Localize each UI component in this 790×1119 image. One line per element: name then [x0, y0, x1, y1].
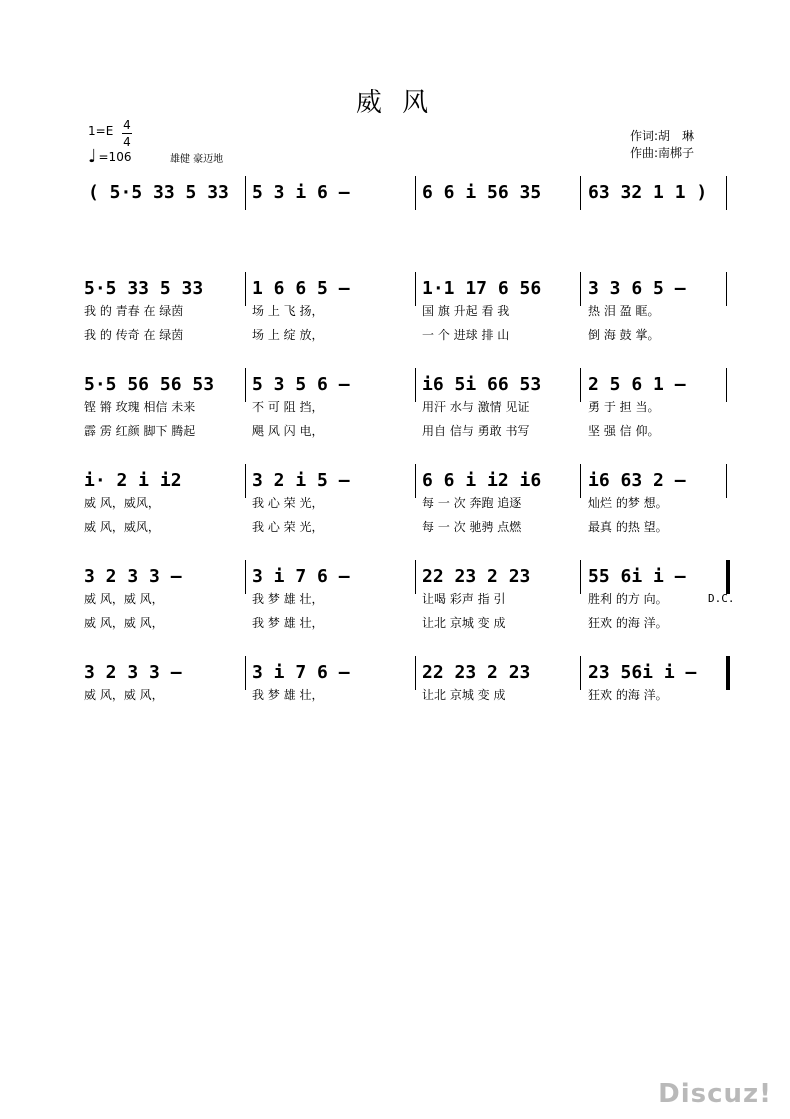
lyric-segment: 让北 京城 变 成: [422, 688, 506, 702]
lyric-line: [80, 494, 740, 510]
time-sig-bottom: 4: [123, 135, 131, 149]
measure-notes: 5 3 i 6 –: [252, 182, 350, 203]
lyric-segment: 我 心 荣 光，: [252, 496, 324, 510]
measure-notes: 1 6 6 5 –: [252, 278, 350, 299]
bar-line: [245, 176, 246, 210]
lyric-segment: 狂欢 的海 洋。: [588, 616, 668, 630]
lyric-segment: 热 泪 盈 眶。: [588, 304, 660, 318]
measure-notes: 63 32 1 1 ): [588, 182, 708, 203]
tempo-value: =106: [98, 150, 132, 164]
forum-logo: Discuz!: [658, 1079, 772, 1109]
lyric-segment: 我 的 青春 在 绿茵: [84, 304, 184, 318]
measure-notes: 3 i 7 6 –: [252, 566, 350, 587]
lyric-line: [80, 422, 740, 438]
quarter-note-icon: ♩: [88, 146, 97, 167]
measure-notes: 6 6 i i2 i6: [422, 470, 542, 491]
measure-notes: 55 6i i –: [588, 566, 686, 587]
lyric-line: [80, 518, 740, 534]
lyric-segment: 威 风，威 风，: [84, 688, 164, 702]
lyric-segment: 不 可 阻 挡，: [252, 400, 324, 414]
bar-line: [415, 560, 416, 594]
lyric-segment: 让喝 彩声 指 引: [422, 592, 506, 606]
measure-notes: 23 56i i –: [588, 662, 697, 683]
bar-line: [580, 560, 581, 594]
bar-line: [726, 176, 727, 210]
measure-notes: 2 5 6 1 –: [588, 374, 686, 395]
measure-notes: 5 3 5 6 –: [252, 374, 350, 395]
lyric-segment: 勇 于 担 当。: [588, 400, 660, 414]
lyric-segment: 我 梦 雄 壮，: [252, 616, 324, 630]
measure-notes: 22 23 2 23: [422, 566, 531, 587]
bar-line: [580, 368, 581, 402]
lyric-line: [80, 614, 740, 630]
bar-line: [580, 272, 581, 306]
bar-line: [245, 272, 246, 306]
measure-notes: 6 6 i 56 35: [422, 182, 542, 203]
lyric-segment: 铿 锵 玫瑰 相信 未来: [84, 400, 196, 414]
time-sig-divider: [122, 133, 132, 134]
notation-row: [80, 182, 740, 214]
bar-line: [415, 656, 416, 690]
bar-line: [726, 368, 727, 402]
lyric-segment: 每 一 次 驰骋 点燃: [422, 520, 522, 534]
bar-line: [245, 656, 246, 690]
song-title: 威 风: [355, 88, 435, 118]
credits: [630, 128, 694, 162]
lyric-segment: 每 一 次 奔跑 追逐: [422, 496, 522, 510]
lyric-segment: 威 风，威风，: [84, 496, 160, 510]
measure-notes: 1·1 17 6 56: [422, 278, 542, 299]
measure-notes: i· 2 i i2: [84, 470, 182, 491]
measure-notes: 3 2 3 3 –: [84, 662, 182, 683]
bar-line: [415, 176, 416, 210]
measure-notes: 5·5 33 5 33: [84, 278, 204, 299]
lyric-segment: 让北 京城 变 成: [422, 616, 506, 630]
lyric-segment: 场 上 绽 放，: [252, 328, 324, 342]
lyric-segment: 用汗 水与 激情 见证: [422, 400, 530, 414]
measure-notes: i6 5i 66 53: [422, 374, 542, 395]
measure-notes: 22 23 2 23: [422, 662, 531, 683]
key-signature: 1=E: [88, 124, 114, 138]
bar-line: [726, 464, 727, 498]
lyric-line: [80, 326, 740, 342]
bar-line: [245, 560, 246, 594]
time-signature: [122, 118, 132, 149]
lyric-segment: 用自 信与 勇敢 书写: [422, 424, 530, 438]
lyric-segment: 威 风，威 风，: [84, 616, 164, 630]
lyric-segment: 胜利 的方 向。: [588, 592, 668, 606]
lyric-line: [80, 302, 740, 318]
bar-line: [726, 656, 730, 690]
measure-notes: 5·5 56 56 53: [84, 374, 215, 395]
bar-line: [415, 272, 416, 306]
lyric-segment: 灿烂 的梦 想。: [588, 496, 668, 510]
bar-line: [580, 656, 581, 690]
da-capo-marking: D.C.: [708, 592, 735, 605]
lyric-segment: 威 风，威风，: [84, 520, 160, 534]
lyric-line: [80, 590, 740, 606]
bar-line: [580, 176, 581, 210]
bar-line: [726, 560, 730, 594]
lyric-segment: 国 旗 升起 看 我: [422, 304, 510, 318]
lyric-segment: 倒 海 鼓 掌。: [588, 328, 660, 342]
measure-notes: i6 63 2 –: [588, 470, 686, 491]
measure-notes: ( 5·5 33 5 33: [88, 182, 229, 203]
measure-notes: 3 3 6 5 –: [588, 278, 686, 299]
bar-line: [580, 464, 581, 498]
measure-notes: 3 i 7 6 –: [252, 662, 350, 683]
time-sig-top: 4: [123, 118, 131, 132]
lyric-segment: 霹 雳 红颜 脚下 腾起: [84, 424, 196, 438]
bar-line: [415, 464, 416, 498]
tempo-marking: [88, 146, 132, 167]
lyric-segment: 我 梦 雄 壮，: [252, 688, 324, 702]
lyric-segment: 威 风，威 风，: [84, 592, 164, 606]
lyric-segment: 我 的 传奇 在 绿茵: [84, 328, 184, 342]
style-marking: 雄健 豪迈地: [170, 154, 224, 165]
bar-line: [726, 272, 727, 306]
lyric-line: [80, 686, 740, 702]
lyric-line: [80, 398, 740, 414]
lyric-segment: 一 个 进球 排 山: [422, 328, 510, 342]
lyric-segment: 坚 强 信 仰。: [588, 424, 660, 438]
lyric-segment: 我 梦 雄 壮，: [252, 592, 324, 606]
lyric-segment: 狂欢 的海 洋。: [588, 688, 668, 702]
bar-line: [245, 368, 246, 402]
composer: 作曲:南梆子: [630, 146, 695, 160]
lyric-segment: 我 心 荣 光，: [252, 520, 324, 534]
lyricist: 作词:胡 琳: [630, 129, 695, 143]
bar-line: [245, 464, 246, 498]
bar-line: [415, 368, 416, 402]
lyric-segment: 场 上 飞 扬，: [252, 304, 324, 318]
lyric-segment: 最真 的热 望。: [588, 520, 668, 534]
lyric-segment: 飓 风 闪 电，: [252, 424, 324, 438]
measure-notes: 3 2 3 3 –: [84, 566, 182, 587]
measure-notes: 3 2 i 5 –: [252, 470, 350, 491]
